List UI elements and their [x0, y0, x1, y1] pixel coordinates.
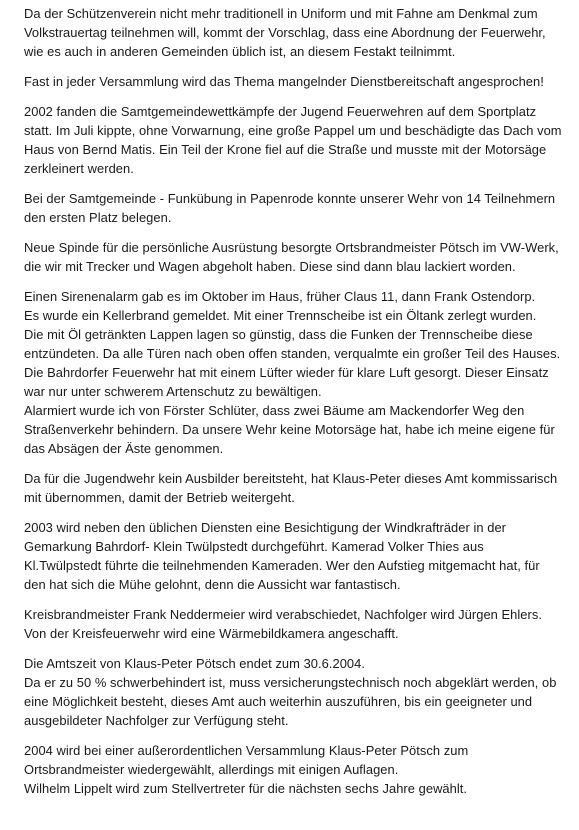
text-line: das Absägen der Äste genommen. — [24, 441, 224, 456]
text-line: Kl.Twülpstedt führte die teilnehmenden Kameraden. Wer den Aufstieg mitgemacht hat, für — [24, 558, 540, 573]
text-line: war nur unter schwerem Artenschutz zu bewältigen. — [24, 384, 322, 399]
text-line: Die mit Öl getränkten Lappen lagen so günstig, dass die Funken der Trennscheibe diese — [24, 327, 533, 342]
text-line: mit übernommen, damit der Betrieb weitergeht. — [24, 490, 295, 505]
text-line: Kreisbrandmeister Frank Neddermeier wird verabschiedet, Nachfolger wird Jürgen Ehlers. — [24, 607, 542, 622]
text-line: Bei der Samtgemeinde - Funkübung in Papenrode konnte unserer Wehr von 14 Teilnehmern — [24, 191, 556, 206]
text-line: Es wurde ein Kellerbrand gemeldet. Mit einer Trennscheibe ist ein Öltank zerlegt wurden. — [24, 308, 537, 323]
text-line: 2003 wird neben den üblichen Diensten eine Besichtigung der Windkrafträder in der — [24, 520, 507, 535]
paragraph — [24, 605, 573, 643]
text-line: Volkstrauertag teilnehmen will, kommt der Vorschlag, dass eine Abordnung der Feuerwehr, — [24, 25, 546, 40]
text-line: Haus von Bernd Matis. Ein Teil der Krone fiel auf die Straße und musste mit der Motorsäge — [24, 142, 547, 157]
text-line: den ersten Platz belegen. — [24, 210, 172, 225]
text-line: Von der Kreisfeuerwehr wird eine Wärmebildkamera angeschafft. — [24, 626, 399, 641]
text-line: 2002 fanden die Samtgemeindewettkämpfe der Jugend Feuerwehren auf dem Sportplatz — [24, 104, 537, 119]
text-line: die wir mit Trecker und Wagen abgeholt haben. Diese sind dann blau lackiert worden. — [24, 259, 516, 274]
text-line: Da der Schützenverein nicht mehr traditionell in Uniform und mit Fahne am Denkmal zum — [24, 6, 538, 21]
text-line: eine Möglichkeit besteht, dieses Amt auch weiterhin auszuführen, bis ein geeigneter und — [24, 694, 533, 709]
paragraph — [24, 189, 573, 227]
text-line: Alarmiert wurde ich von Förster Schlüter, dass zwei Bäume am Mackendorfer Weg den — [24, 403, 525, 418]
text-line: Da er zu 50 % schwerbehindert ist, muss versicherungstechnisch noch abgeklärt werden, ob — [24, 675, 557, 690]
paragraph — [24, 102, 573, 178]
text-line: Die Bahrdorfer Feuerwehr hat mit einem Lüfter wieder für klare Luft gesorgt. Dieser Einsatz — [24, 365, 549, 380]
paragraph — [24, 4, 573, 61]
text-line: Da für die Jugendwehr kein Ausbilder bereitsteht, hat Klaus-Peter dieses Amt kommissarisch — [24, 471, 558, 486]
paragraph — [24, 238, 573, 276]
text-line: den hat sich die Mühe gelohnt, denn die Aussicht war fantastisch. — [24, 577, 401, 592]
paragraph — [24, 741, 573, 798]
document-body — [24, 4, 573, 798]
text-line: Neue Spinde für die persönliche Ausrüstung besorgte Ortsbrandmeister Pötsch im VW-Werk, — [24, 240, 559, 255]
text-line: Die Amtszeit von Klaus-Peter Pötsch endet zum 30.6.2004. — [24, 656, 366, 671]
text-line: statt. Im Juli kippte, ohne Vorwarnung, eine große Pappel um und beschädigte das Dach vom — [24, 123, 562, 138]
text-line: Fast in jeder Versammlung wird das Thema mangelnder Dienstbereitschaft angesprochen! — [24, 74, 544, 89]
text-line: Gemarkung Bahrdorf- Klein Twülpstedt durchgeführt. Kamerad Volker Thies aus — [24, 539, 484, 554]
paragraph — [24, 72, 573, 91]
text-line: entzündeten. Da alle Türen nach oben offen standen, verqualmte ein großer Teil des Hauses. — [24, 346, 561, 361]
text-line: Einen Sirenenalarm gab es im Oktober im Haus, früher Claus 11, dann Frank Ostendorp. — [24, 289, 536, 304]
paragraph — [24, 469, 573, 507]
paragraph — [24, 518, 573, 594]
paragraph — [24, 287, 573, 458]
text-line: Wilhelm Lippelt wird zum Stellvertreter für die nächsten sechs Jahre gewählt. — [24, 781, 468, 796]
text-line: Straßenverkehr behindern. Da unsere Wehr keine Motorsäge hat, habe ich meine eigene für — [24, 422, 555, 437]
text-line: zerkleinert werden. — [24, 161, 134, 176]
text-line: ausgebildeter Nachfolger zur Verfügung steht. — [24, 713, 289, 728]
text-line: Ortsbrandmeister wiedergewählt, allerdings mit einigen Auflagen. — [24, 762, 399, 777]
paragraph — [24, 654, 573, 730]
text-line: wie es auch in anderen Gemeinden üblich ist, an diesem Festakt teilnimmt. — [24, 44, 456, 59]
text-line: 2004 wird bei einer außerordentlichen Versammlung Klaus-Peter Pötsch zum — [24, 743, 469, 758]
